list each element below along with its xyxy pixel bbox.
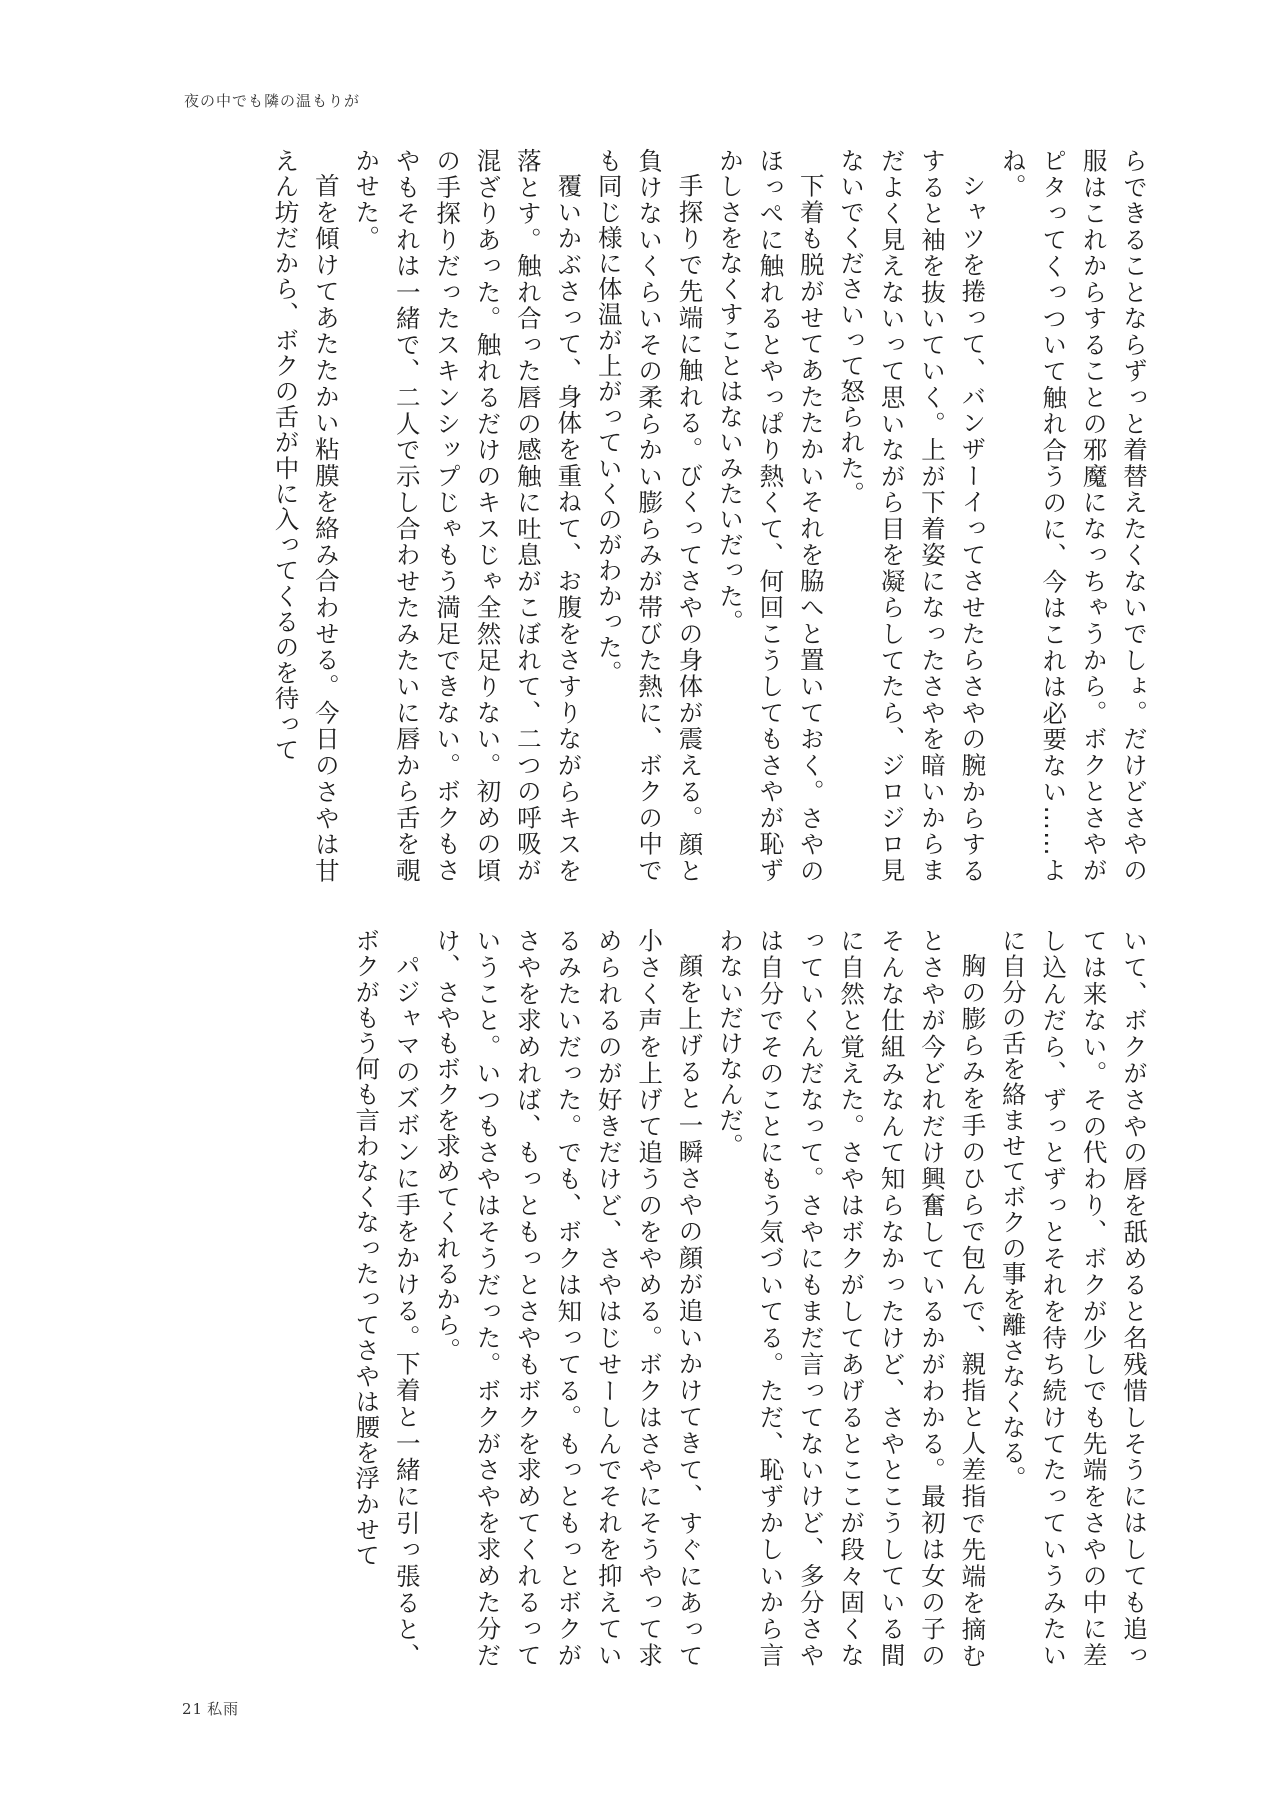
- paragraph: 下着も脱がせてあたたかいそれを脇へと置いておく。さやのほっぺに触れるとやっぱり熱くて、何回こうしてもさやが恥ずかしさをなくすことはないみたいだった。: [715, 148, 826, 883]
- paragraph: 覆いかぶさって、身体を重ねて、お腹をさすりながらキスを落とす。触れ合った唇の感触に吐息がこぼれて、二つの呼吸が混ざりあった。触れるだけのキスじゃ全然足りない。初めの頃の手探りだったスキンシップじゃもう満足できない。ボクもさやもそれは一緒で、二人で示し合わせたみたいに唇から舌を覗かせた。: [352, 148, 584, 883]
- paragraph: 手探りで先端に触れる。びくってさやの身体が震える。顔と負けないくらいその柔らかい膨らみが帯びた熱に、ボクの中でも同じ様に体温が上がっていくのがわかった。: [594, 148, 705, 883]
- book-title: 私雨: [207, 1700, 240, 1718]
- paragraph: らできることならずっと着替えたくないでしょ。だけどさやの服はこれからすることの邪魔になっちゃうから。ボクとさやがピタってくっついて触れ合うのに、今はこれは必要ない……よね。: [998, 148, 1149, 883]
- paragraph: シャツを捲って、バンザーイってさせたらさやの腕からするすると袖を抜いていく。上が下着姿になったさやを暗いからまだよく見えないって思いながら目を凝らしてたら、ジロジロ見ないでくださいって怒られた。: [837, 148, 988, 883]
- page-footer: [182, 1698, 243, 1719]
- paragraph: パジャマのズボンに手をかける。下着と一緒に引っ張ると、ボクがもう何も言わなくなったってさやは腰を浮かせて: [352, 928, 422, 1668]
- paragraph: いて、ボクがさやの唇を舐めると名残惜しそうにはしても追っては来ない。その代わり、ボクが少しでも先端をさやの中に差し込んだら、ずっとずっとそれを待ち続けてたっていうみたいに自分の舌を絡ませてボクの事を離さなくなる。: [998, 928, 1149, 1668]
- lower-text-block: [219, 928, 1154, 1668]
- page-number: 21: [182, 1700, 204, 1718]
- upper-text-block: [219, 148, 1154, 883]
- paragraph: 顔を上げると一瞬さやの顔が追いかけてきて、すぐにあって小さく声を上げて追うのをやめる。ボクはさやにそうやって求められるのが好きだけど、さやはじせーしんでそれを抑えているみたいだった。でも、ボクは知ってる。もっともっとボクがさやを求めれば、もっともっとさやもボクを求めてくれるっていうこと。いつもさやはそうだった。ボクがさやを求めた分だけ、さやもボクを求めてくれるから。: [433, 928, 705, 1668]
- paragraph: 首を傾けてあたたかい粘膜を絡み合わせる。今日のさやは甘えん坊だから、ボクの舌が中に入ってくるのを待って: [271, 148, 341, 883]
- paragraph: 胸の膨らみを手のひらで包んで、親指と人差指で先端を摘むとさやが今どれだけ興奮しているかがわかる。最初は女の子のそんな仕組みなんて知らなかったけど、さやとこうしている間に自然と覚えた。さやはボクがしてあげるとここが段々固くなっていくんだなって。さやにもまだ言ってないけど、多分さやは自分でそのことにもう気づいてる。ただ、恥ずかしいから言わないだけなんだ。: [715, 928, 988, 1668]
- running-head-title: 夜の中でも隣の温もりが: [184, 92, 361, 110]
